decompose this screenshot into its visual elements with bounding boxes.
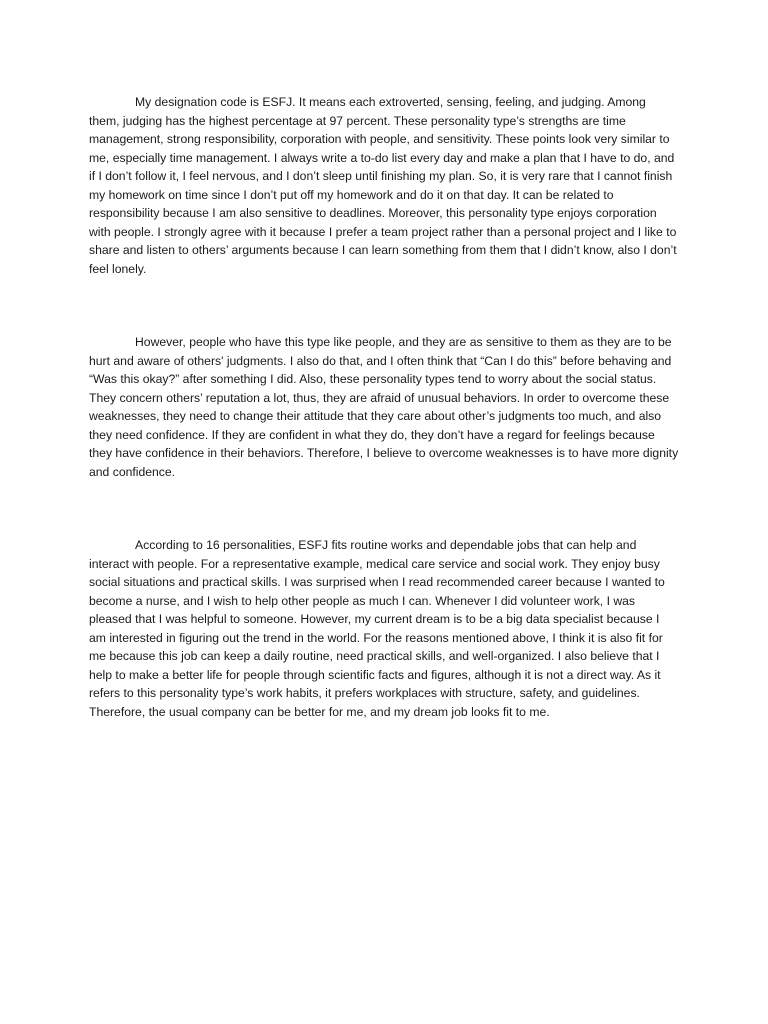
paragraph-personality-weaknesses: However, people who have this type like people, and they are as sensitive to them as they are to be hurt and aware of others' judgments. I also do that, and I often think that “Can I do this” before behaving and “Was this okay?” after something I did. Also, these personality types tend to worry about the social status. They concern others’ reputation a lot, thus, they are afraid of unusual behaviors. In order to overcome these weaknesses, they need to change their attitude that they care about other’s judgments too much, and also they need confidence. If they are confident in what they do, they don’t have a regard for feelings because they have confidence in their behaviors. Therefore, I believe to overcome weaknesses is to have more dignity and confidence.: [89, 335, 679, 479]
paragraph-personality-strengths: My designation code is ESFJ. It means each extroverted, sensing, feeling, and judging. Among them, judging has the highest percentage at 97 percent. These personality type’s strengths are time management, strong responsibility, corporation with people, and sensitivity. These points look very similar to me, especially time management. I always write a to-do list every day and make a plan that I have to do, and if I don’t follow it, I feel nervous, and I don’t sleep until finishing my plan. So, it is very rare that I cannot finish my homework on time since I don’t put off my homework and do it on that day. It can be related to responsibility because I am also sensitive to deadlines. Moreover, this personality type enjoys corporation with people. I strongly agree with it because I prefer a team project rather than a personal project and I like to share and listen to others’ arguments because I can learn something from them that I didn’t know, also I don’t feel lonely.: [89, 95, 677, 276]
paragraph-career-fit: According to 16 personalities, ESFJ fits routine works and dependable jobs that can help and interact with people. For a representative example, medical care service and social work. They enjoy busy social situations and practical skills. I was surprised when I read recommended career because I wanted to become a nurse, and I wish to help other people as much I can. Whenever I did volunteer work, I was pleased that I was helpful to someone. However, my current dream is to be a big data specialist because I am interested in figuring out the trend in the world. For the reasons mentioned above, I think it is also fit for me because this job can keep a daily routine, need practical skills, and well-organized. I also believe that I help to make a better life for people through scientific facts and figures, although it is not a direct way. As it refers to this personality type’s work habits, it prefers workplaces with structure, safety, and guidelines. Therefore, the usual company can be better for me, and my dream job looks fit to me.: [89, 538, 665, 719]
document-body: [89, 93, 679, 721]
